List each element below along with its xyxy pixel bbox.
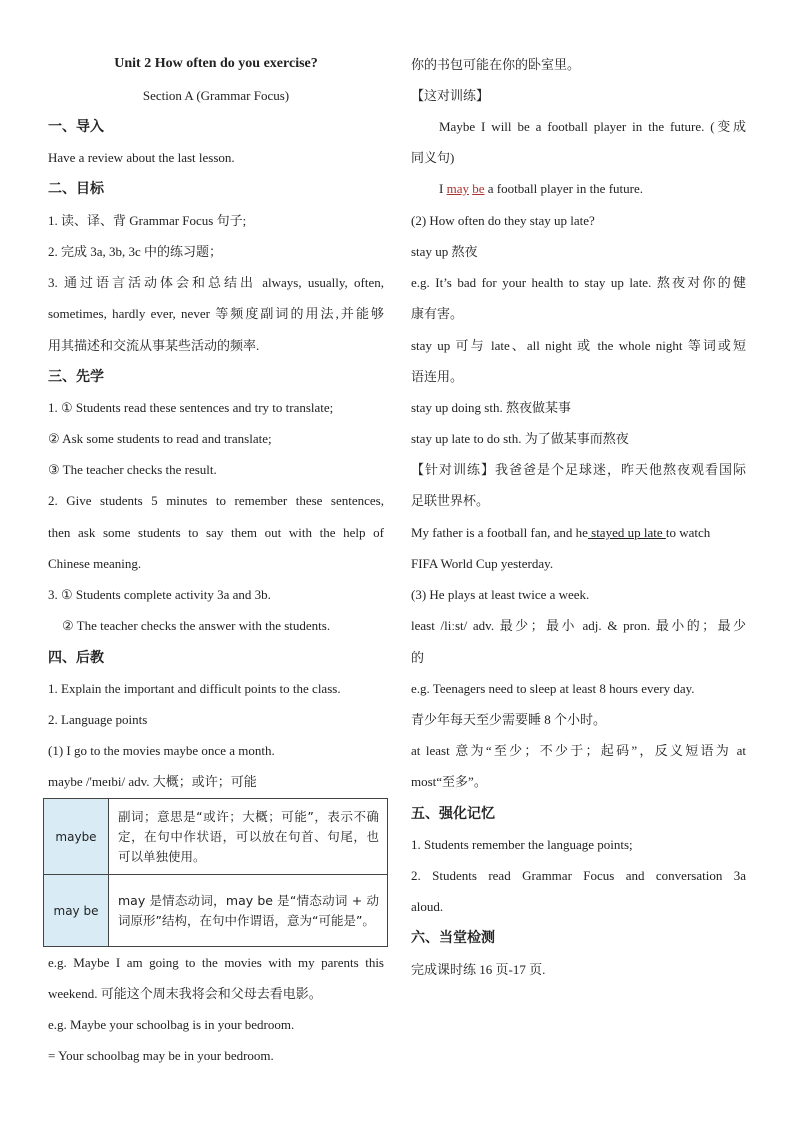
prelearn-step: ③ The teacher checks the result.	[48, 462, 217, 477]
lesson-subtitle: Section A (Grammar Focus)	[142, 88, 290, 103]
text-line: stay up doing sth. 熬夜做某事	[411, 400, 571, 415]
text-line: at least 意为“至少；不少于；起码”，反义短语为 at	[411, 743, 746, 758]
section-heading-teaching: 四、后教	[48, 650, 104, 666]
answer-line	[411, 524, 746, 542]
exercise-line: 足联世界杯。	[411, 493, 490, 508]
text-line: 你的书包可能在你的卧室里。	[411, 57, 581, 72]
section-heading-reinforce: 五、强化记忆	[411, 806, 495, 822]
text-line: e.g. Teenagers need to sleep at least 8 hours every day.	[411, 681, 695, 696]
answer-blank: may	[446, 181, 469, 196]
text-line: FIFA World Cup yesterday.	[411, 556, 554, 571]
text-line: (2) How often do they stay up late?	[411, 213, 595, 228]
answer-blank: stayed up late	[587, 525, 666, 540]
maybe-comparison-table	[43, 798, 388, 947]
prelearn-step: 1. ① Students read these sentences and try to translate;	[48, 400, 334, 415]
reinforce-line: aloud.	[411, 899, 444, 914]
table-text: may 是情态动词，may be 是“情态动词 + 动词原形”结构，在句中作谓语，意为“可能是”。	[109, 875, 388, 947]
reinforce-line: 2. Students read Grammar Focus and conversation 3a	[411, 868, 746, 883]
section-heading-test: 六、当堂检测	[411, 930, 495, 946]
text-line: most“至多”。	[411, 774, 487, 789]
section-heading-goals: 二、目标	[48, 181, 104, 197]
table-row	[44, 875, 388, 947]
exercise-line: 【针对训练】我爸爸是个足球迷，昨天他熬夜观看国际	[411, 462, 746, 477]
prelearn-step: ② The teacher checks the answer with the students.	[62, 618, 331, 633]
goal-item: 2. 完成 3a, 3b, 3c 中的练习题；	[48, 244, 223, 259]
section-heading-prelearn: 三、先学	[48, 369, 104, 385]
goal-item: 用其描述和交流从事某些活动的频率.	[48, 338, 260, 353]
example-line: e.g. Maybe your schoolbag is in your bedroom.	[48, 1017, 295, 1032]
table-label: maybe	[44, 799, 109, 875]
prelearn-step: 3. ① Students complete activity 3a and 3b.	[48, 587, 271, 602]
teaching-line: 2. Language points	[48, 712, 148, 727]
table-text: 副词；意思是“或许；大概；可能”，表示不确定，在句中作状语，可以放在句首、句尾，也可以单独使用。	[109, 799, 388, 875]
text-fragment: I	[439, 181, 447, 196]
prelearn-step: then ask some students to say them out with the help of	[48, 525, 384, 540]
goal-item: 3. 通过语言活动体会和总结出 always, usually, often,	[48, 275, 384, 290]
answer-blank: be	[472, 181, 485, 196]
text-fragment: My father is a football fan, and he	[411, 525, 588, 540]
text-line: stay up 可与 late、all night 或 the whole night 等词或短	[411, 338, 746, 353]
text-line: stay up late to do sth. 为了做某事而熬夜	[411, 431, 629, 446]
text-line: 青少年每天至少需要睡 8 个小时。	[411, 712, 607, 727]
text-line: (3) He plays at least twice a week.	[411, 587, 590, 602]
table-label: may be	[44, 875, 109, 947]
prelearn-step: ② Ask some students to read and translate;	[48, 431, 272, 446]
prelearn-step: Chinese meaning.	[48, 556, 142, 571]
test-line: 完成课时练 16 页-17 页.	[411, 962, 546, 977]
reinforce-line: 1. Students remember the language points;	[411, 837, 633, 852]
lead-in-text: Have a review about the last lesson.	[48, 150, 235, 165]
example-line: = Your schoolbag may be in your bedroom.	[48, 1048, 274, 1063]
goal-item: 1. 读、译、背 Grammar Focus 句子;	[48, 213, 247, 228]
table-row	[44, 799, 388, 875]
text-line: 同义句)	[411, 150, 455, 165]
exercise-heading: 【这对训练】	[411, 88, 490, 103]
teaching-line: maybe /'meɪbi/ adv. 大概；或许；可能	[48, 774, 257, 789]
teaching-line: (1) I go to the movies maybe once a month.	[48, 743, 275, 758]
section-heading-lead-in: 一、导入	[48, 119, 104, 135]
goal-item: sometimes, hardly ever, never 等频度副词的用法,并能够	[48, 306, 384, 321]
lesson-title: Unit 2 How often do you exercise?	[114, 56, 318, 71]
text-line: 的	[411, 650, 425, 665]
text-line: 语连用。	[411, 369, 464, 384]
example-line: e.g. Maybe I am going to the movies with my parents this	[48, 955, 384, 970]
text-line: least /liːst/ adv. 最少；最小 adj. & pron. 最小的；最少	[411, 618, 746, 633]
example-line: weekend. 可能这个周末我将会和父母去看电影。	[48, 986, 322, 1001]
prelearn-step: 2. Give students 5 minutes to remember these sentences,	[48, 493, 384, 508]
text-line: Maybe I will be a football player in the future. (变成	[439, 119, 746, 134]
text-fragment: a football player in the future.	[484, 181, 643, 196]
text-line: e.g. It’s bad for your health to stay up late. 熬夜对你的健	[411, 275, 746, 290]
answer-line	[439, 180, 746, 198]
text-fragment: to watch	[665, 525, 711, 540]
text-line: stay up 熬夜	[411, 244, 478, 259]
teaching-line: 1. Explain the important and difficult points to the class.	[48, 681, 341, 696]
text-line: 康有害。	[411, 306, 464, 321]
